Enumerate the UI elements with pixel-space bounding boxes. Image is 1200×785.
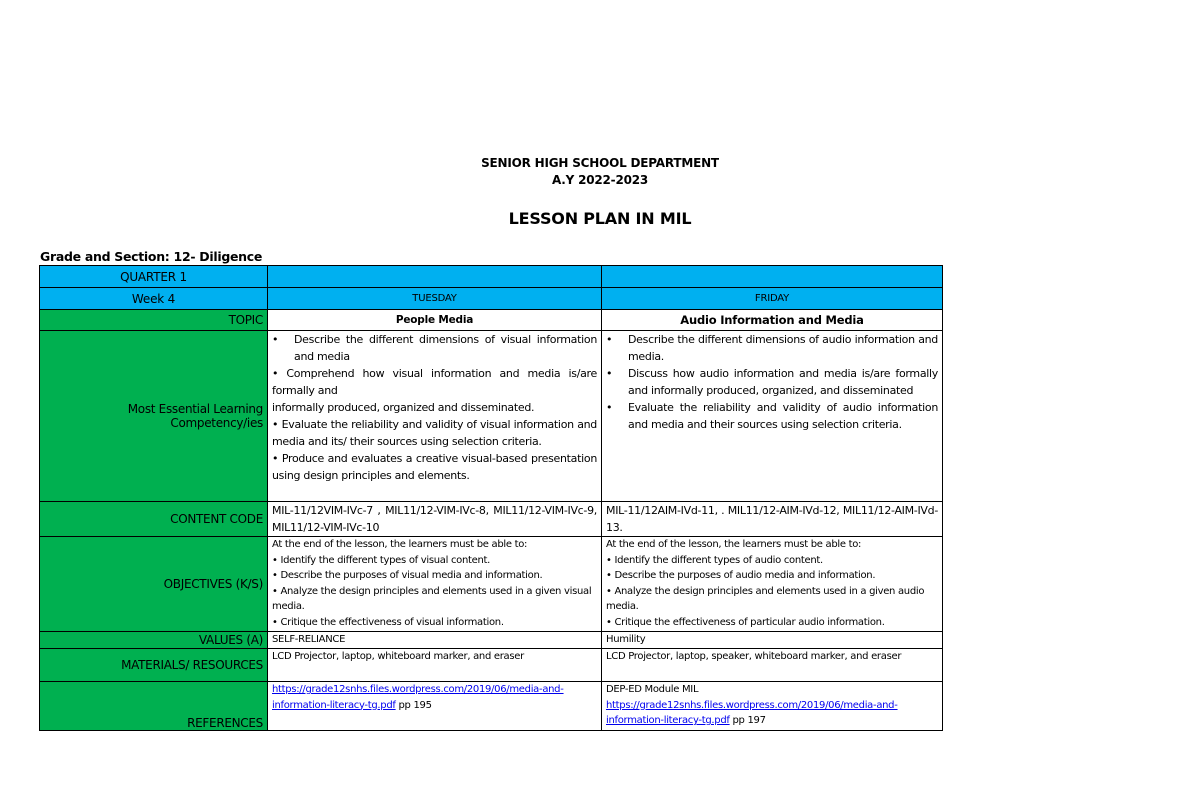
- lesson-plan-table: [39, 265, 943, 731]
- objective-line: At the end of the lesson, the learners must be able to:: [272, 539, 528, 550]
- mel-item: [606, 365, 938, 399]
- friday-content-code: MIL-11/12AIM-IVd-11, . MIL11/12-AIM-IVd-12, MIL11/12-AIM-IVd-13.: [602, 502, 943, 537]
- tuesday-values: SELF-RELIANCE: [268, 632, 602, 649]
- mel-item: [606, 331, 938, 365]
- week-label: Week 4: [40, 288, 268, 310]
- mel-item-text: Discuss how audio information and media is/are formally and informally produced, organized, and disseminated: [628, 367, 938, 397]
- references-row: [40, 682, 943, 731]
- mel-item-text: Describe the different dimensions of audio information and media.: [628, 333, 938, 363]
- values-row: [40, 632, 943, 649]
- mel-item: • Comprehend how visual information and media is/are formally and: [272, 367, 597, 397]
- page-title: LESSON PLAN IN MIL: [508, 209, 692, 228]
- objective-line: At the end of the lesson, the learners must be able to:: [606, 539, 862, 550]
- objective-line: • Identify the different types of visual content.: [272, 554, 491, 566]
- tuesday-objectives: [268, 537, 602, 632]
- tuesday-topic: People Media: [268, 310, 602, 331]
- bullet: •: [606, 367, 613, 380]
- tuesday-materials: LCD Projector, laptop, whiteboard marker, and eraser: [268, 649, 602, 682]
- reference-pages: pp 197: [729, 715, 766, 726]
- objective-line: • Identify the different types of audio content.: [606, 554, 823, 566]
- bullet: •: [272, 333, 279, 346]
- mel-label-line: Most Essential Learning: [127, 402, 263, 416]
- mel-item: [606, 399, 938, 433]
- reference-pages: pp 195: [395, 699, 432, 711]
- objectives-label: OBJECTIVES (K/S): [40, 537, 268, 632]
- tuesday-reference-link[interactable]: https://grade12snhs.files.wordpress.com/2019/06/media-and-information-literacy-tg.pdf: [272, 684, 564, 711]
- objective-line: • Describe the purposes of audio media and information.: [606, 570, 876, 581]
- tuesday-mel: [268, 331, 602, 502]
- tuesday-content-code: MIL-11/12VIM-IVc-7 , MIL11/12-VIM-IVc-8, MIL11/12-VIM-IVc-9, MIL11/12-VIM-IVc-10: [268, 502, 602, 537]
- bullet: •: [606, 333, 613, 346]
- friday-objectives: [602, 537, 943, 632]
- materials-row: [40, 649, 943, 682]
- content-code-label: CONTENT CODE: [40, 502, 268, 537]
- quarter-row: [40, 266, 943, 288]
- quarter-empty-cell: [268, 266, 602, 288]
- quarter-empty-cell: [602, 266, 943, 288]
- content-code-row: [40, 502, 943, 537]
- mel-item: • Evaluate the reliability and validity of visual information and media and its/ their sources using selection criteria.: [272, 418, 597, 448]
- week-row: [40, 288, 943, 310]
- friday-header: FRIDAY: [602, 288, 943, 310]
- mel-row: [40, 331, 943, 502]
- friday-topic: Audio Information and Media: [602, 310, 943, 331]
- objective-line: • Critique the effectiveness of visual information.: [272, 616, 504, 628]
- topic-label: TOPIC: [40, 310, 268, 331]
- tuesday-header: TUESDAY: [268, 288, 602, 310]
- objective-line: • Analyze the design principles and elements used in a given audio media.: [606, 585, 925, 612]
- mel-label-line: Competency/ies: [170, 416, 263, 430]
- friday-reference-link[interactable]: https://grade12snhs.files.wordpress.com/2019/06/media-and-information-literacy-tg.pdf: [606, 699, 898, 726]
- friday-values: Humility: [602, 632, 943, 649]
- topic-row: [40, 310, 943, 331]
- mel-item-text: Describe the different dimensions of visual information and media: [294, 333, 597, 363]
- academic-year: A.Y 2022-2023: [551, 173, 649, 187]
- objective-line: • Critique the effectiveness of particular audio information.: [606, 616, 885, 628]
- values-label: VALUES (A): [40, 632, 268, 649]
- department-heading: SENIOR HIGH SCHOOL DEPARTMENT: [481, 156, 719, 170]
- mel-item: • Produce and evaluates a creative visual-based presentation using design principles and elements.: [272, 452, 597, 482]
- mel-item-text: Evaluate the reliability and validity of audio information and media and their sources using selection criteria.: [628, 401, 938, 431]
- friday-references: [602, 682, 943, 731]
- mel-item: informally produced, organized and disseminated.: [272, 401, 535, 414]
- friday-mel: [602, 331, 943, 502]
- mel-item: [272, 331, 597, 365]
- materials-label: MATERIALS/ RESOURCES: [40, 649, 268, 682]
- friday-materials: LCD Projector, laptop, speaker, whiteboard marker, and eraser: [602, 649, 943, 682]
- reference-source: DEP-ED Module MIL: [606, 684, 699, 695]
- objective-line: • Analyze the design principles and elements used in a given visual media.: [272, 585, 592, 612]
- grade-section: Grade and Section: 12- Diligence: [40, 249, 263, 264]
- mel-label: [40, 331, 268, 502]
- bullet: •: [606, 401, 613, 414]
- objectives-row: [40, 537, 943, 632]
- objective-line: • Describe the purposes of visual media and information.: [272, 570, 543, 581]
- references-label: REFERENCES: [40, 682, 268, 731]
- tuesday-references: [268, 682, 602, 731]
- quarter-label: QUARTER 1: [40, 266, 268, 288]
